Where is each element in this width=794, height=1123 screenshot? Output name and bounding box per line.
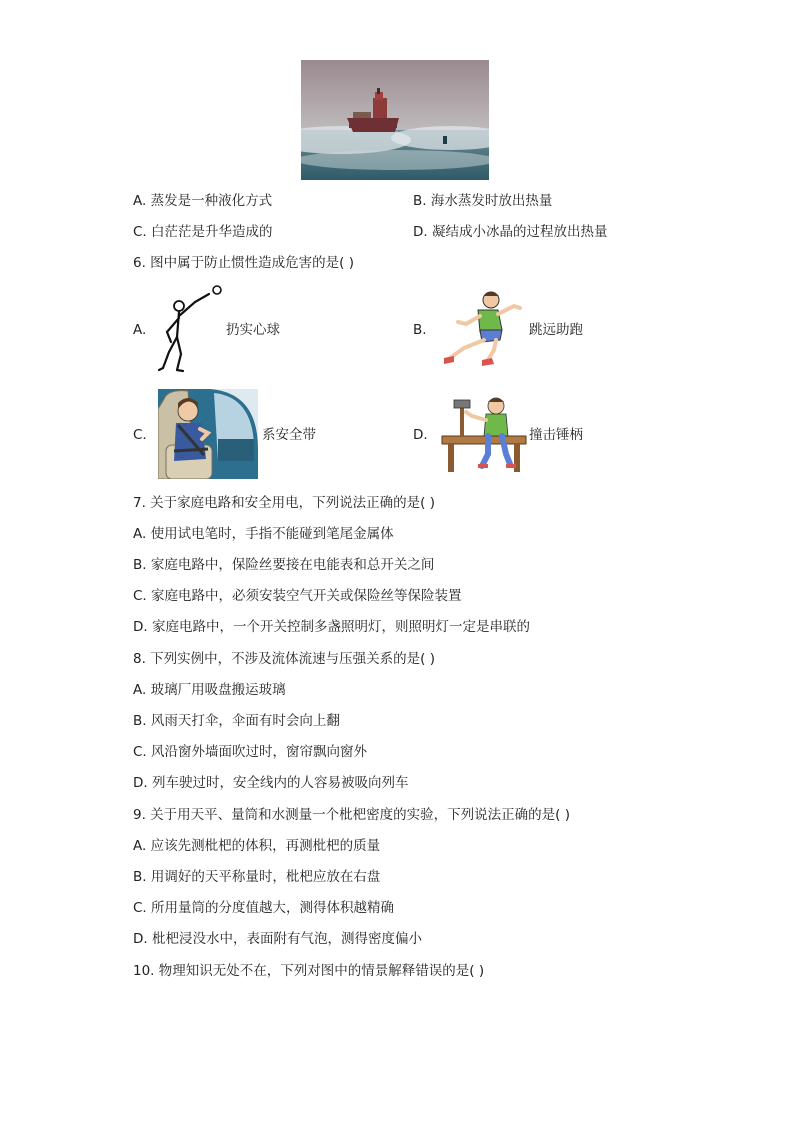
q7-stem: 7. 关于家庭电路和安全用电，下列说法正确的是( ) <box>133 495 435 511</box>
hammer-bench-boy-icon <box>438 392 528 474</box>
seat-belt-passenger-icon <box>158 389 258 479</box>
q9-option-b: B. 用调好的天平称量时，枇杷应放在右盘 <box>133 869 381 885</box>
ship-fog-photo <box>301 60 489 180</box>
q8-stem: 8. 下列实例中，不涉及流体流速与压强关系的是( ) <box>133 651 435 667</box>
q5-option-c: C. 白茫茫是升华造成的 <box>133 224 273 240</box>
q7-option-c: C. 家庭电路中，必须安装空气开关或保险丝等保险装置 <box>133 588 462 604</box>
q6-stem: 6. 图中属于防止惯性造成危害的是( ) <box>133 255 354 271</box>
q6-option-a-caption: 扔实心球 <box>226 322 280 338</box>
q8-option-a: A. 玻璃厂用吸盘搬运玻璃 <box>133 682 286 698</box>
q9-option-a: A. 应该先测枇杷的体积，再测枇杷的质量 <box>133 838 381 854</box>
q9-option-c: C. 所用量筒的分度值越大，测得体积越精确 <box>133 900 395 916</box>
q7-option-b: B. 家庭电路中，保险丝要接在电能表和总开关之间 <box>133 557 435 573</box>
q6-option-d-caption: 撞击锤柄 <box>529 427 583 443</box>
q9-stem: 9. 关于用天平、量筒和水测量一个枇杷密度的实验，下列说法正确的是( ) <box>133 807 570 823</box>
q9-option-d: D. 枇杷浸没水中，表面附有气泡，测得密度偏小 <box>133 931 422 947</box>
q8-option-c: C. 风沿窗外墙面吹过时，窗帘飘向窗外 <box>133 744 368 760</box>
q10-stem: 10. 物理知识无处不在，下列对图中的情景解释错误的是( ) <box>133 963 485 979</box>
q5-option-a: A. 蒸发是一种液化方式 <box>133 193 273 209</box>
q6-option-c-letter: C. <box>133 427 147 443</box>
q6-option-b-caption: 跳远助跑 <box>529 322 583 338</box>
q7-option-a: A. 使用试电笔时，手指不能碰到笔尾金属体 <box>133 526 394 542</box>
shot-put-figure-icon <box>155 282 223 374</box>
q5-option-d: D. 凝结成小冰晶的过程放出热量 <box>413 224 608 240</box>
q6-option-d-letter: D. <box>413 427 428 443</box>
q6-option-b-letter: B. <box>413 322 427 338</box>
q7-option-d: D. 家庭电路中，一个开关控制多盏照明灯，则照明灯一定是串联的 <box>133 619 530 635</box>
long-jump-runner-icon <box>436 288 526 368</box>
q8-option-d: D. 列车驶过时，安全线内的人容易被吸向列车 <box>133 775 409 791</box>
q6-option-a-letter: A. <box>133 322 147 338</box>
q6-option-c-caption: 系安全带 <box>262 427 316 443</box>
q8-option-b: B. 风雨天打伞，伞面有时会向上翻 <box>133 713 340 729</box>
q5-option-b: B. 海水蒸发时放出热量 <box>413 193 553 209</box>
